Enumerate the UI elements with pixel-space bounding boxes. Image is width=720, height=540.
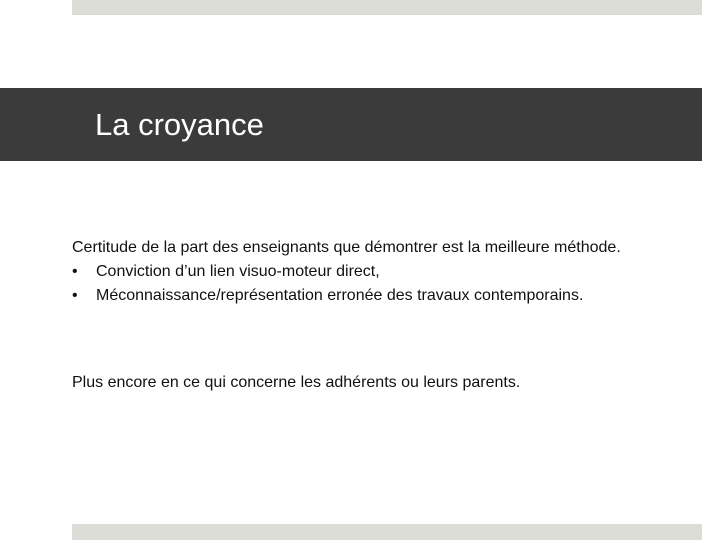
slide-title: La croyance (95, 107, 264, 142)
bottom-decorative-band (72, 524, 702, 540)
bullet-text: Méconnaissance/représentation erronée des travaux contemporains. (96, 287, 584, 304)
slide-body (72, 236, 712, 308)
bullet-item (72, 284, 712, 308)
bullet-item (72, 260, 712, 284)
bullet-marker: • (72, 287, 78, 304)
bullet-marker: • (72, 263, 78, 280)
closing-text: Plus encore en ce qui concerne les adhérents ou leurs parents. (72, 374, 521, 391)
top-decorative-band (72, 0, 702, 15)
intro-text: Certitude de la part des enseignants que démontrer est la meilleure méthode. (72, 239, 621, 256)
bullet-text: Conviction d’un lien visuo-moteur direct, (96, 263, 380, 280)
